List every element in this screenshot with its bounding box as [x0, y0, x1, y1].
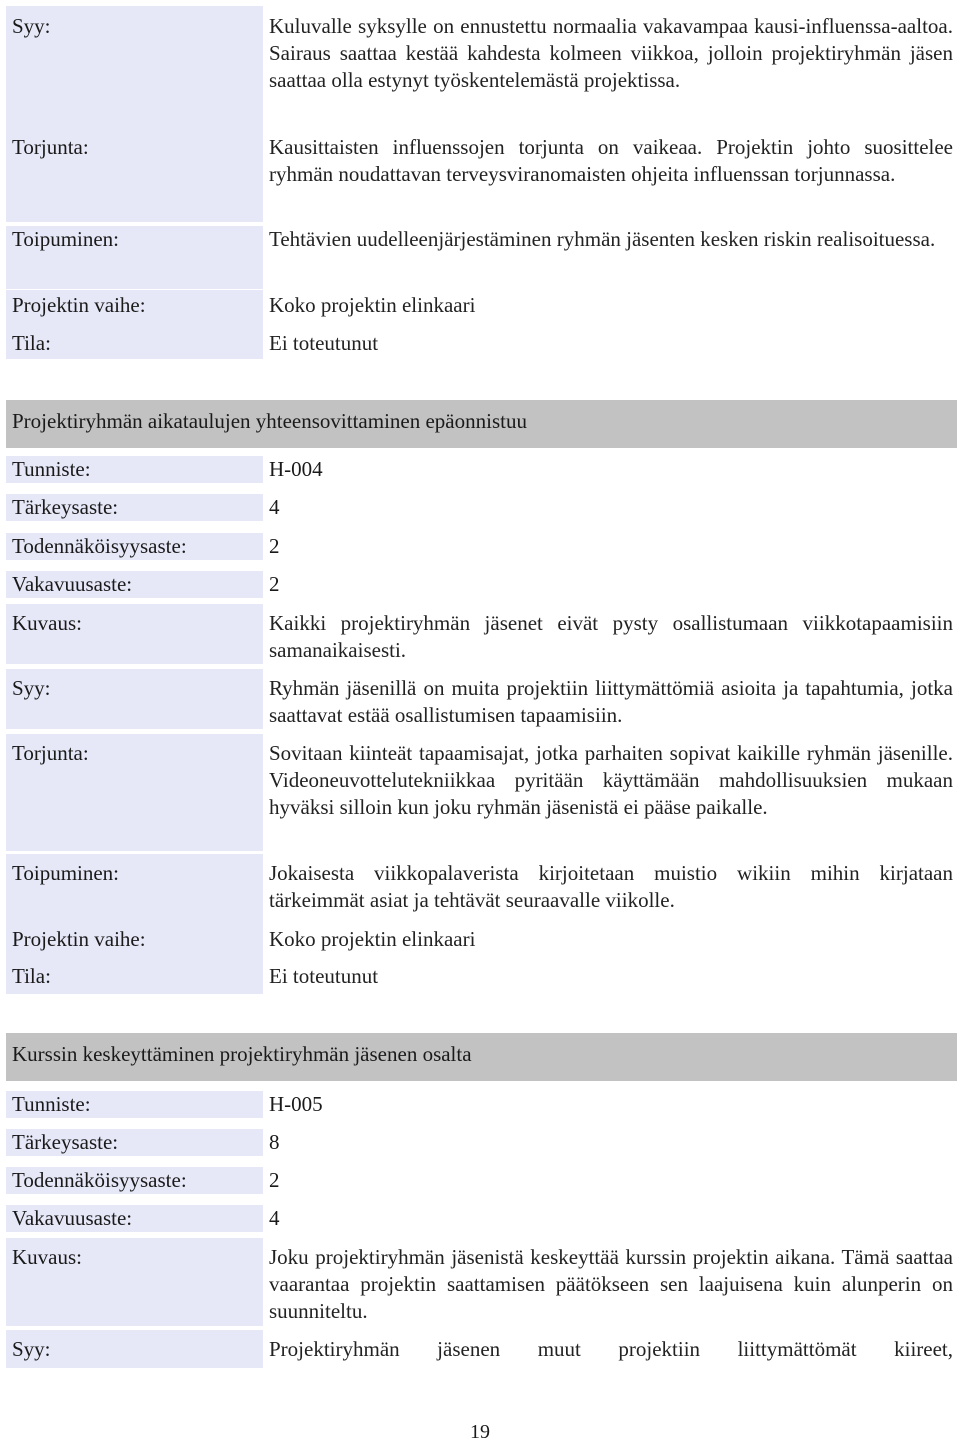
syy-label: Syy: — [6, 669, 263, 729]
tila-label: Tila: — [6, 958, 263, 994]
syy-label: Syy: — [6, 6, 263, 134]
todennakoisyysaste-value: 2 — [269, 1168, 280, 1192]
torjunta-label: Torjunta: — [6, 734, 263, 851]
projektin-vaihe-label: Projektin vaihe: — [6, 290, 263, 328]
tila-label: Tila: — [6, 328, 263, 359]
tarkeysaste-label: Tärkeysaste: — [6, 494, 263, 521]
kuvaus-label: Kuvaus: — [6, 604, 263, 664]
kuvaus-value: Joku projektiryhmän jäsenistä keskeyttää kurssin projektin aikana. Tämä saattaa vaarantaa projektin saattamisen päätökseen sen laajuisena kuin alunperin on suunniteltu. — [269, 1245, 953, 1323]
syy-value: Kuluvalle syksylle on ennustettu normaalia vakavampaa kausi-influenssa-aaltoa. Sairaus saattaa kestää kahdesta kolmeen viikkoa, jolloin projektiryhmän jäsen saattaa olla estynyt työskentelemästä projektissa. — [269, 14, 953, 92]
tunniste-label: Tunniste: — [6, 456, 263, 483]
tila-value: Ei toteutunut — [269, 331, 379, 355]
tunniste-value: H-005 — [269, 1092, 323, 1116]
risk-title: Projektiryhmän aikataulujen yhteensovittaminen epäonnistuu — [6, 400, 957, 448]
tila-value: Ei toteutunut — [269, 964, 379, 988]
kuvaus-label: Kuvaus: — [6, 1238, 263, 1326]
toipuminen-value: Jokaisesta viikkopalaverista kirjoitetaan muistio wikiin mihin kirjataan tärkeimmät asiat ja tehtävät seuraavalle viikolle. — [269, 861, 953, 912]
toipuminen-value: Tehtävien uudelleenjärjestäminen ryhmän jäsenten kesken riskin realisoituessa. — [269, 227, 936, 251]
syy-value: Projektiryhmän jäsenen muut projektiin liittymättömät kiireet, — [269, 1337, 953, 1361]
todennakoisyysaste-value: 2 — [269, 534, 280, 558]
toipuminen-label: Toipuminen: — [6, 854, 263, 920]
projektin-vaihe-value: Koko projektin elinkaari — [269, 293, 476, 317]
risk-title: Kurssin keskeyttäminen projektiryhmän jäsenen osalta — [6, 1033, 957, 1081]
torjunta-value: Kausittaisten influenssojen torjunta on vaikeaa. Projektin johto suosittelee ryhmän noudattavan terveysviranomaisten ohjeita influenssan torjunnassa. — [269, 135, 953, 186]
todennakoisyysaste-label: Todennäköisyysaste: — [6, 1167, 263, 1194]
todennakoisyysaste-label: Todennäköisyysaste: — [6, 533, 263, 560]
projektin-vaihe-value: Koko projektin elinkaari — [269, 927, 476, 951]
tarkeysaste-value: 8 — [269, 1130, 280, 1154]
vakavuusaste-value: 2 — [269, 572, 280, 596]
projektin-vaihe-label: Projektin vaihe: — [6, 920, 263, 958]
kuvaus-value: Kaikki projektiryhmän jäsenet eivät pysty osallistumaan viikkotapaamisiin samanaikaisesti. — [269, 611, 953, 662]
page-number: 19 — [470, 1421, 490, 1443]
vakavuusaste-label: Vakavuusaste: — [6, 571, 263, 598]
vakavuusaste-label: Vakavuusaste: — [6, 1205, 263, 1232]
torjunta-value: Sovitaan kiinteät tapaamisajat, jotka parhaiten sopivat kaikille ryhmän jäsenille. Videoneuvottelutekniikkaa pyritään käyttämään mahdollisuuksien mukaan hyväksi silloin kun joku ryhmän jäsenistä ei pääse paikalle. — [269, 741, 953, 819]
syy-value: Ryhmän jäsenillä on muita projektiin liittymättömiä asioita ja tapahtumia, jotka saattavat estää osallistumisen tapaamisiin. — [269, 676, 953, 727]
tarkeysaste-label: Tärkeysaste: — [6, 1129, 263, 1156]
tunniste-label: Tunniste: — [6, 1091, 263, 1118]
syy-label: Syy: — [6, 1330, 263, 1368]
torjunta-label: Torjunta: — [6, 134, 263, 222]
vakavuusaste-value: 4 — [269, 1206, 280, 1230]
toipuminen-label: Toipuminen: — [6, 226, 263, 289]
tarkeysaste-value: 4 — [269, 495, 280, 519]
tunniste-value: H-004 — [269, 457, 323, 481]
